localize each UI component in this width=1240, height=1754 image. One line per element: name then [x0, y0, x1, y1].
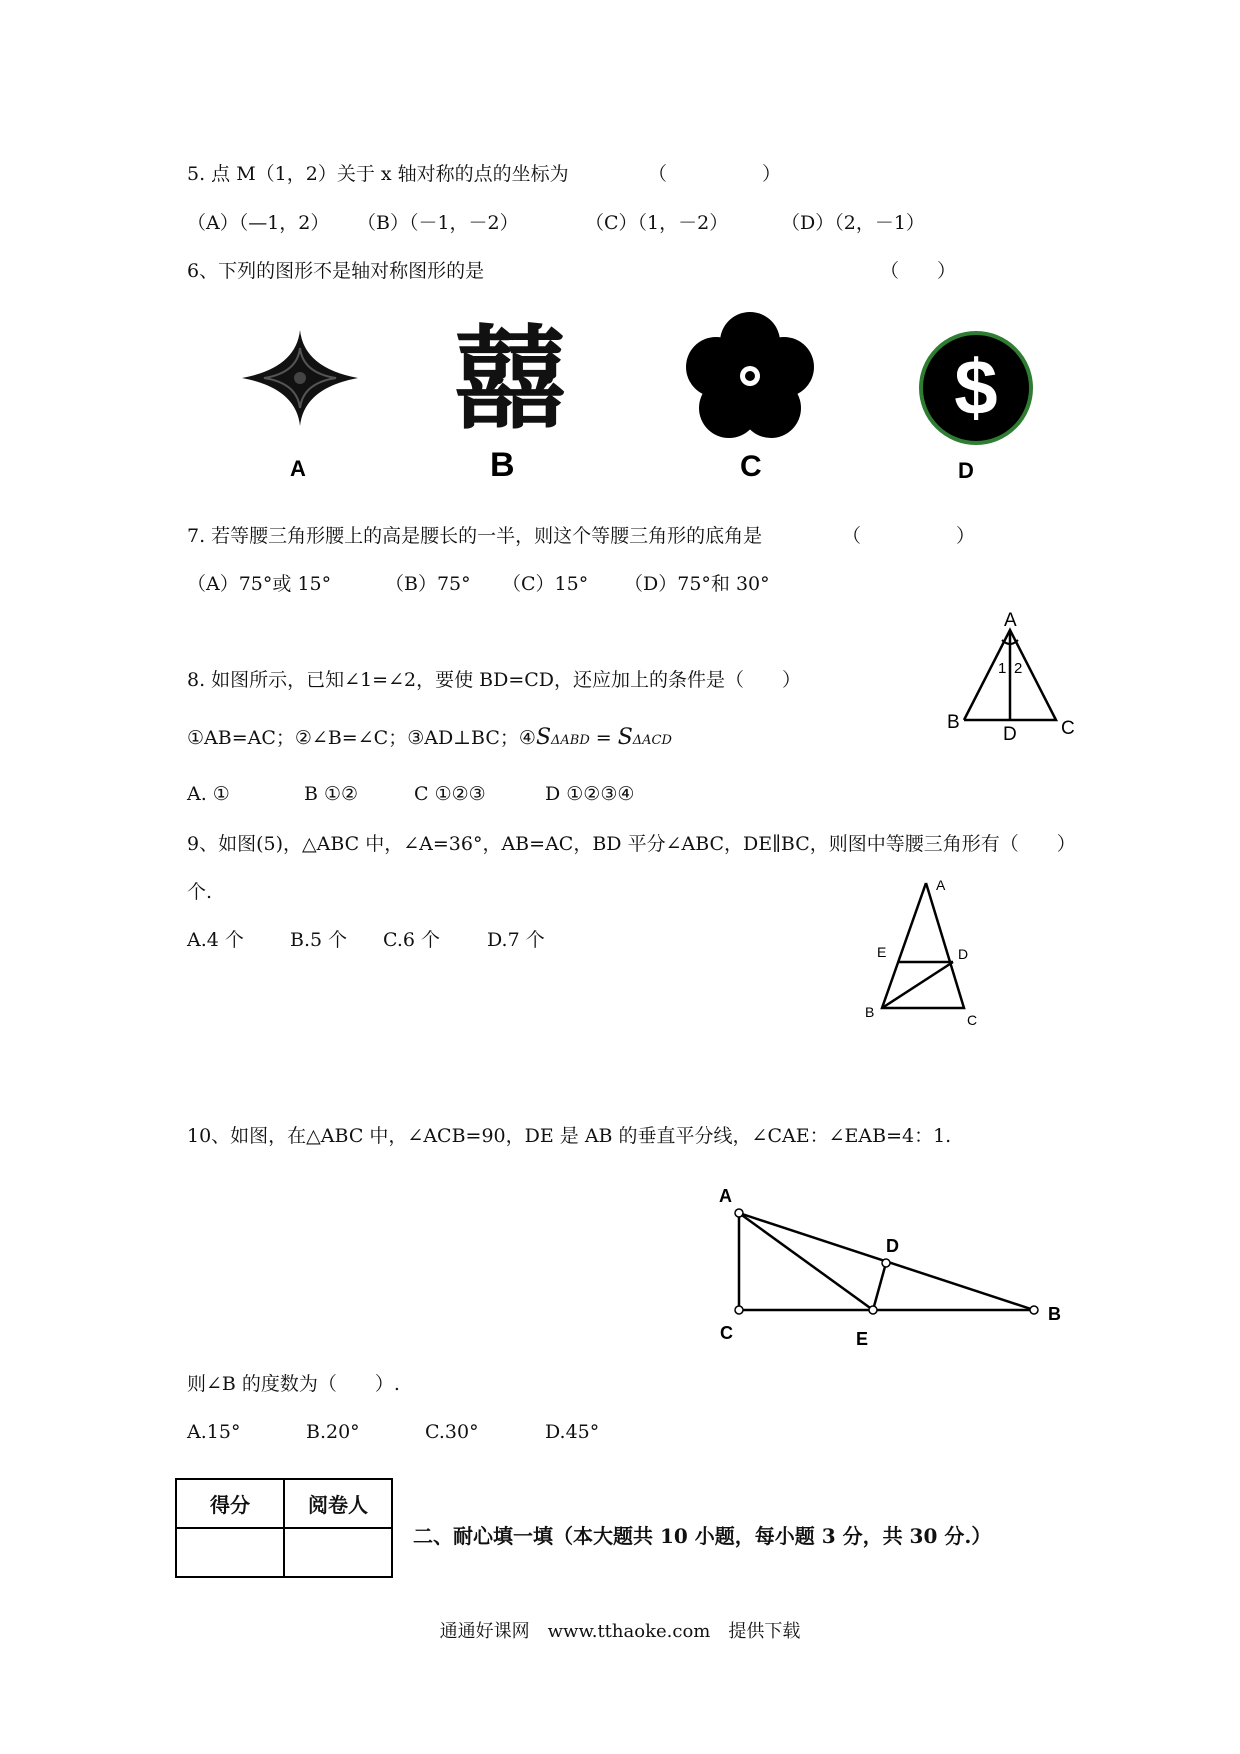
q8-conditions: ①AB=AC；②∠B=∠C；③AD⊥BC；④SΔABD = SΔACD: [187, 725, 672, 750]
q5-option-a: （A）（—1，2）: [187, 212, 330, 234]
grader-header: 阅卷人: [284, 1479, 392, 1528]
q9-option-b: B.5 个: [290, 929, 348, 951]
q10-option-c: C.30°: [425, 1421, 479, 1443]
q8-option-b: B ①②: [304, 783, 359, 805]
q9-stem-continued: 个.: [187, 881, 213, 903]
double-happiness-figure: 囍: [454, 315, 566, 445]
q10-stem: 10、如图，在△ABC 中，∠ACB=90，DE 是 AB 的垂直平分线，∠CAE：∠EAB=4：1.: [187, 1125, 952, 1147]
q5-option-c: （C）（1，－2）: [585, 212, 729, 234]
q9-option-c: C.6 个: [383, 929, 441, 951]
figure-a-label: A: [290, 456, 306, 481]
q7-option-c: （C）15°: [502, 573, 589, 595]
q6-answer-paren: （ ）: [880, 260, 957, 282]
q9-label-e: E: [877, 944, 887, 960]
q9-label-c: C: [967, 1012, 978, 1028]
q9-option-a: A.4 个: [187, 929, 244, 951]
dollar-sign-icon: $: [954, 343, 998, 431]
q7-answer-paren: （ ）: [842, 525, 976, 547]
q5-stem: 5. 点 M（1，2）关于 x 轴对称的点的坐标为: [187, 163, 569, 185]
score-cell[interactable]: [176, 1528, 284, 1577]
footer-download-note: 通通好课网 www.tthaoke.com 提供下载: [439, 1621, 801, 1642]
q10-label-c: C: [720, 1323, 733, 1343]
q6-stem: 6、下列的图形不是轴对称图形的是: [187, 260, 485, 282]
q8-label-c: C: [1061, 718, 1075, 739]
q8-label-b: B: [947, 712, 960, 733]
q8-label-angle2: 2: [1014, 660, 1023, 677]
q10-label-d: D: [886, 1236, 899, 1256]
q7-stem: 7. 若等腰三角形腰上的高是腰长的一半，则这个等腰三角形的底角是: [187, 525, 763, 547]
q10-option-a: A.15°: [187, 1421, 241, 1443]
q10-label-a: A: [719, 1186, 732, 1206]
q7-option-b: （B）75°: [385, 573, 471, 595]
q5-option-d: （D）（2，－1）: [781, 212, 925, 234]
figure-b-label: B: [490, 446, 515, 484]
q8-label-angle1: 1: [998, 660, 1007, 677]
grader-cell[interactable]: [284, 1528, 392, 1577]
q9-label-b: B: [865, 1004, 875, 1020]
q8-option-a: A. ①: [187, 783, 230, 805]
dollar-coin-figure: [918, 330, 1034, 446]
q9-triangle-figure: [860, 870, 990, 1035]
four-point-star-figure: [240, 328, 360, 428]
section-2-title: 二、耐心填一填（本大题共 10 小题，每小题 3 分，共 30 分.）: [413, 1524, 992, 1548]
q10-option-b: B.20°: [306, 1421, 360, 1443]
q8-option-d: D ①②③④: [545, 783, 635, 805]
score-table: [175, 1478, 393, 1578]
q9-stem: 9、如图(5)，△ABC 中，∠A=36°，AB=AC，BD 平分∠ABC，DE∥BC，则图中等腰三角形有（ ）: [187, 833, 1076, 855]
q5-option-b: （B）（－1，－2）: [357, 212, 519, 234]
q10-label-e: E: [856, 1329, 869, 1349]
figure-d-label: D: [958, 458, 974, 483]
flower-figure: [684, 312, 816, 444]
q7-option-a: （A）75°或 15°: [187, 573, 332, 595]
q10-label-b: B: [1048, 1304, 1061, 1324]
figure-c-label: C: [740, 450, 762, 483]
score-header: 得分: [176, 1479, 284, 1528]
q10-option-d: D.45°: [545, 1421, 600, 1443]
q7-option-d: （D）75°和 30°: [624, 573, 770, 595]
q10-right-triangle-figure: [710, 1180, 1070, 1350]
q10-stem-continued: 则∠B 的度数为（ ）.: [187, 1373, 400, 1395]
q8-label-d: D: [1003, 724, 1017, 744]
q9-option-d: D.7 个: [487, 929, 545, 951]
q8-triangle-figure: [938, 604, 1088, 744]
q5-answer-paren: （ ）: [648, 163, 782, 185]
q9-label-d: D: [958, 946, 969, 962]
q8-label-a: A: [1004, 610, 1017, 631]
q8-stem: 8. 如图所示，已知∠1=∠2，要使 BD=CD，还应加上的条件是（ ）: [187, 669, 802, 691]
q9-label-a: A: [936, 877, 946, 893]
q8-option-c: C ①②③: [414, 783, 486, 805]
